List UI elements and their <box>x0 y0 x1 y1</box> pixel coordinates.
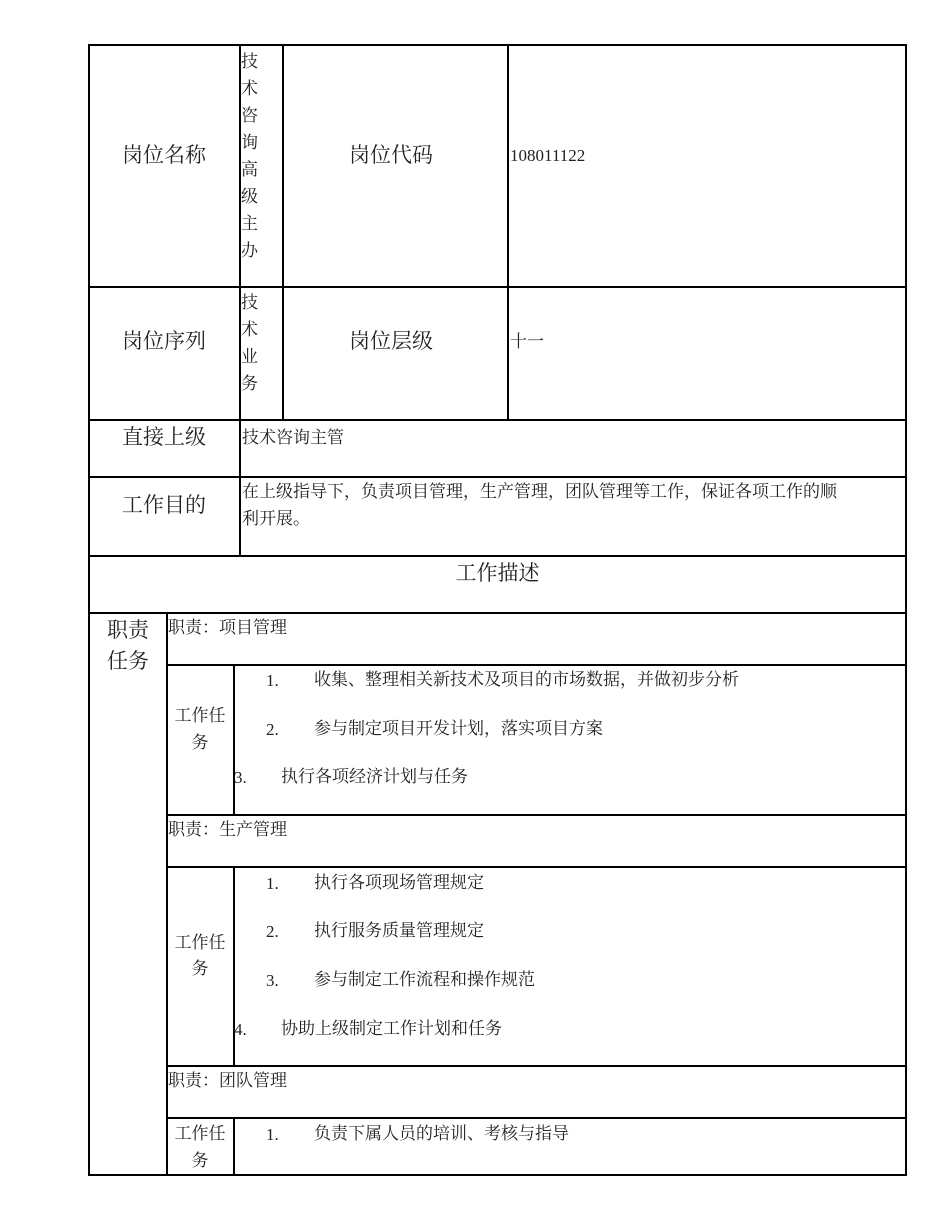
row-divider <box>88 555 907 557</box>
task-text: 参与制定工作流程和操作规范 <box>314 970 535 989</box>
task-text: 参与制定项目开发计划，落实项目方案 <box>314 719 603 738</box>
row-divider <box>88 612 907 614</box>
row-divider <box>88 476 907 478</box>
col-divider <box>233 1117 235 1176</box>
row-divider <box>167 664 907 666</box>
duty-title: 职责：团队管理 <box>168 1071 287 1090</box>
task-text: 收集、整理相关新技术及项目的市场数据，并做初步分析 <box>314 670 739 689</box>
task-text: 执行各项经济计划与任务 <box>281 767 468 786</box>
row-divider <box>167 1117 907 1119</box>
row-divider <box>88 286 907 288</box>
task-text: 执行服务质量管理规定 <box>314 921 484 940</box>
duty-title: 职责：项目管理 <box>168 618 287 637</box>
task-number: 1. <box>266 874 279 893</box>
task-number: 2. <box>266 922 279 941</box>
row-divider <box>167 1065 907 1067</box>
task-label-line-2: 务 <box>191 1151 209 1170</box>
post-level-value: 十一 <box>510 332 544 351</box>
purpose-line-1: 在上级指导下，负责项目管理，生产管理，团队管理等工作，保证各项工作的顺 <box>242 482 837 501</box>
task-number: 1. <box>266 671 279 690</box>
post-code-value: 108011122 <box>510 146 586 165</box>
post-series-label: 岗位序列 <box>122 329 206 353</box>
duty-title: 职责：生产管理 <box>168 820 287 839</box>
post-name-label: 岗位名称 <box>122 143 206 167</box>
task-label-line-1: 工作任 <box>174 706 226 725</box>
superior-value: 技术咨询主管 <box>242 428 344 447</box>
col-divider <box>233 664 235 815</box>
task-text: 执行各项现场管理规定 <box>314 873 484 892</box>
task-number: 4. <box>234 1020 247 1039</box>
post-code-label: 岗位代码 <box>349 143 433 167</box>
task-label-line-2: 务 <box>191 733 209 752</box>
task-text: 协助上级制定工作计划和任务 <box>281 1019 502 1038</box>
row-divider <box>167 866 907 868</box>
col-divider <box>282 44 284 420</box>
col-divider <box>507 44 509 420</box>
job-description-table <box>88 44 907 1176</box>
task-number: 3. <box>234 768 247 787</box>
col-divider <box>166 612 168 1176</box>
duty-label-line-2: 任务 <box>107 649 149 673</box>
post-series-value: 技术业务 <box>241 293 258 393</box>
description-header: 工作描述 <box>455 561 540 585</box>
duty-label-line-1: 职责 <box>107 618 149 642</box>
task-label-line-1: 工作任 <box>174 1124 226 1143</box>
row-divider <box>167 814 907 816</box>
purpose-label: 工作目的 <box>122 493 206 517</box>
task-label-line-1: 工作任 <box>174 933 226 952</box>
task-text: 负责下属人员的培训、考核与指导 <box>314 1124 569 1143</box>
task-number: 2. <box>266 720 279 739</box>
task-number: 3. <box>266 971 279 990</box>
row-divider <box>88 419 907 421</box>
post-name-value: 技术咨询高级主办 <box>241 52 258 260</box>
superior-label: 直接上级 <box>122 425 206 449</box>
task-number: 1. <box>266 1125 279 1144</box>
post-level-label: 岗位层级 <box>349 329 433 353</box>
purpose-line-2: 利开展。 <box>242 509 310 528</box>
task-label-line-2: 务 <box>191 959 209 978</box>
